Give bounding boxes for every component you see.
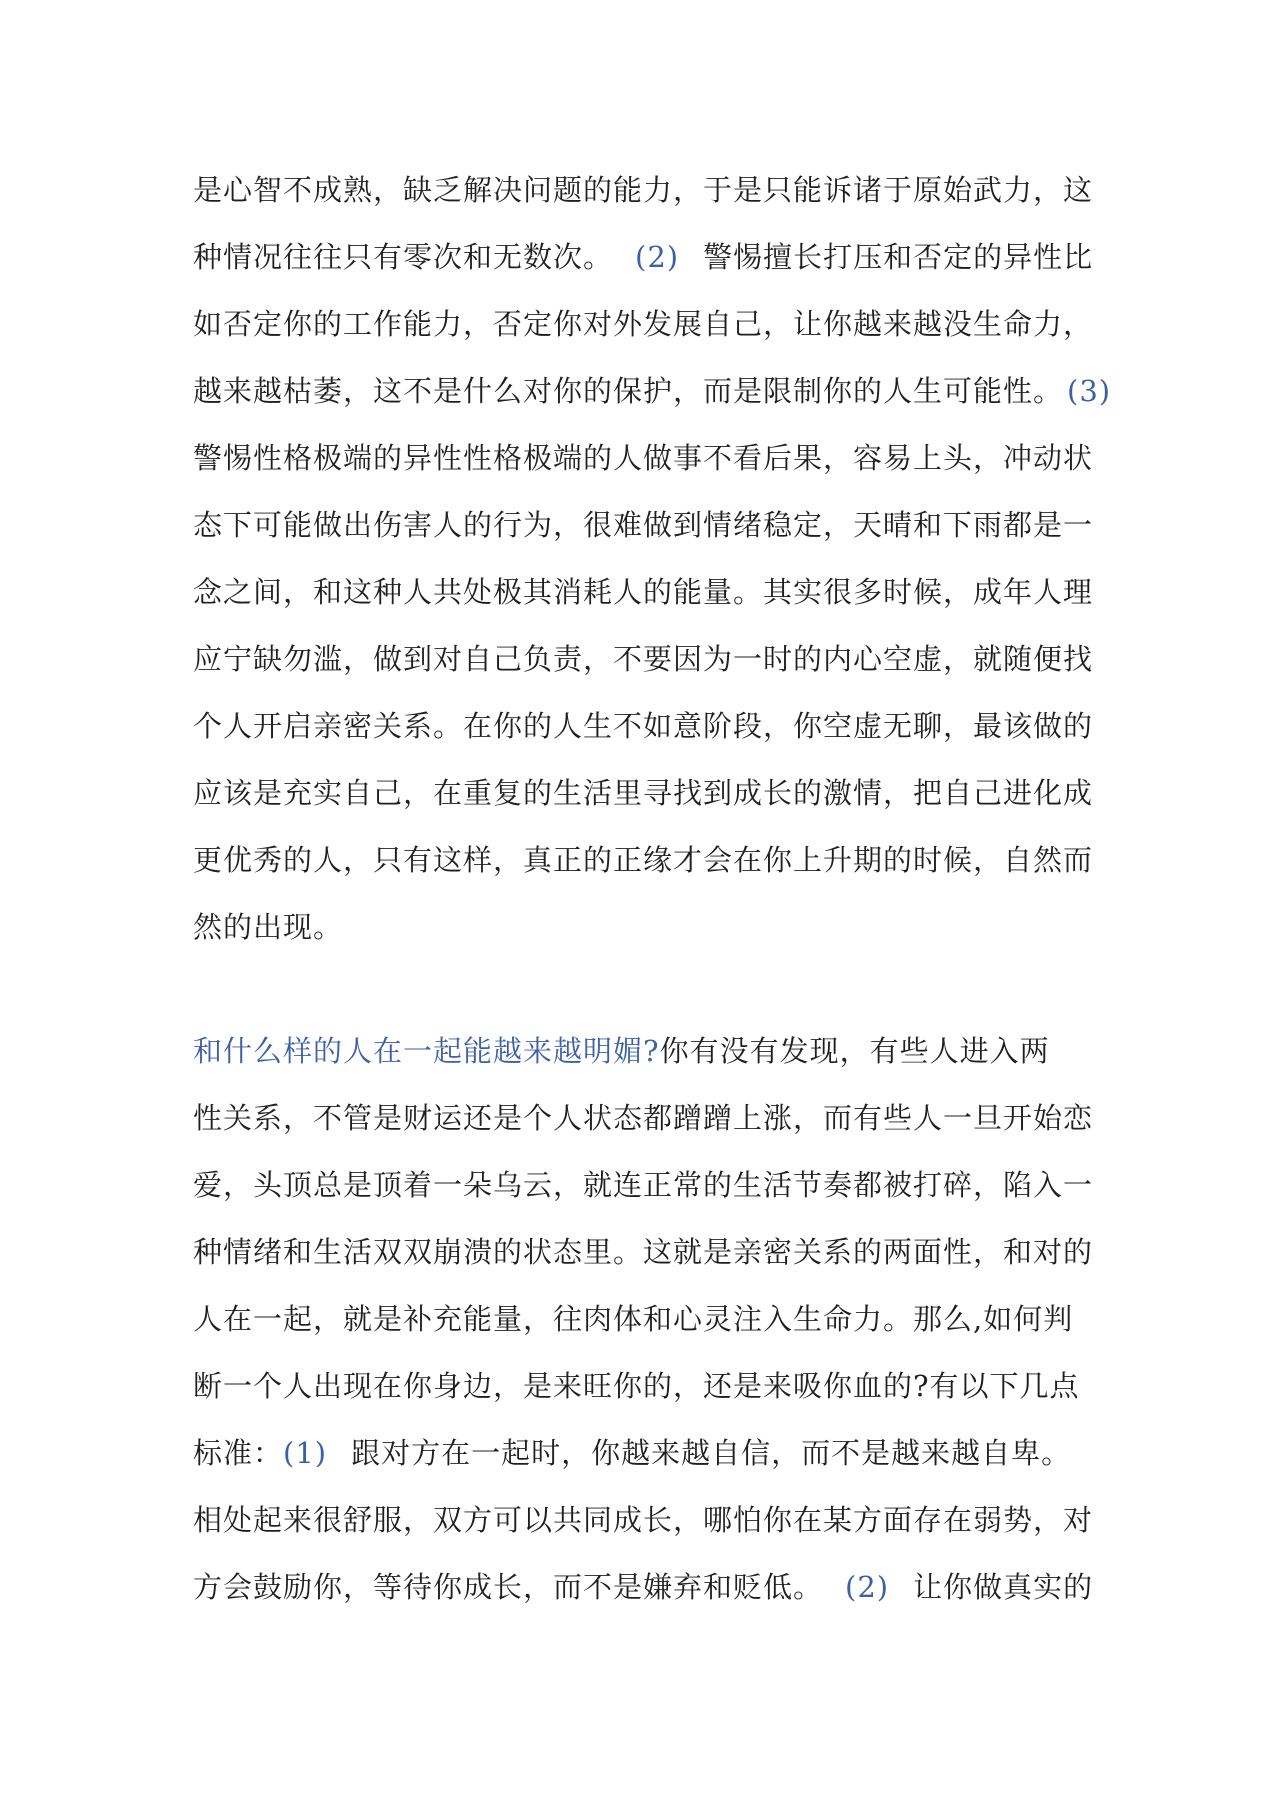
text-line xyxy=(193,224,1093,291)
text-span: 让你做真实的 xyxy=(913,1570,1094,1604)
list-marker: (2) xyxy=(635,240,680,274)
text-span: 如否定你的工作能力，否定你对外发展自己，让你越来越没生命力， xyxy=(193,307,1094,341)
text-span: 方会鼓励你，等待你成长，而不是嫌弃和贬低。 xyxy=(193,1570,824,1604)
text-line xyxy=(193,1554,1093,1621)
paragraph-1 xyxy=(193,157,1112,961)
text-line xyxy=(193,1487,1093,1554)
text-span: 你有没有发现，有些人进入两 xyxy=(659,1034,1050,1068)
text-span: 是心智不成熟，缺乏解决问题的能力，于是只能诉诸于原始武力，这 xyxy=(193,173,1094,207)
text-span: 警惕擅长打压和否定的异性比 xyxy=(703,240,1094,274)
text-span: 更优秀的人，只有这样，真正的正缘才会在你上升期的时候，自然而 xyxy=(193,843,1094,877)
text-line xyxy=(193,894,1093,961)
text-span: 越来越枯萎，这不是什么对你的保护，而是限制你的人生可能性。 xyxy=(193,374,1064,408)
text-line xyxy=(193,358,1112,425)
text-span: 爱，头顶总是顶着一朵乌云，就连正常的生活节奏都被打碎，陷入一 xyxy=(193,1168,1094,1202)
text-span: 性关系，不管是财运还是个人状态都蹭蹭上涨，而有些人一旦开始恋 xyxy=(193,1101,1094,1135)
text-line xyxy=(193,157,1093,224)
text-span: 相处起来很舒服，双方可以共同成长，哪怕你在某方面存在弱势，对 xyxy=(193,1503,1094,1537)
text-span: 跟对方在一起时，你越来越自信，而不是越来越自卑。 xyxy=(351,1436,1072,1470)
text-span: 断一个人出现在你身边，是来旺你的，还是来吸你血的?有以下几点 xyxy=(193,1369,1080,1403)
text-line xyxy=(193,827,1093,894)
text-span: 念之间，和这种人共处极其消耗人的能量。其实很多时候，成年人理 xyxy=(193,575,1094,609)
text-line xyxy=(193,626,1093,693)
list-marker: (3) xyxy=(1067,374,1112,408)
list-marker: (1) xyxy=(283,1436,328,1470)
text-line xyxy=(193,1286,1093,1353)
text-line xyxy=(193,1420,1093,1487)
text-span: 态下可能做出伤害人的行为，很难做到情绪稳定，天晴和下雨都是一 xyxy=(193,508,1094,542)
text-span: 然的出现。 xyxy=(193,910,344,944)
list-marker: (2) xyxy=(845,1570,890,1604)
text-span: 种情况往往只有零次和无数次。 xyxy=(193,240,614,274)
text-line xyxy=(193,291,1093,358)
text-line xyxy=(193,1018,1093,1085)
paragraph-2 xyxy=(193,1018,1093,1621)
text-line xyxy=(193,1353,1093,1420)
text-span: 警惕性格极端的异性性格极端的人做事不看后果，容易上头，冲动状 xyxy=(193,441,1094,475)
text-line xyxy=(193,760,1093,827)
text-span: 人在一起，就是补充能量，往肉体和心灵注入生命力。那么,如何判 xyxy=(193,1302,1074,1336)
text-line xyxy=(193,1085,1093,1152)
text-line xyxy=(193,492,1093,559)
text-line xyxy=(193,1152,1093,1219)
section-heading: 和什么样的人在一起能越来越明媚? xyxy=(193,1034,660,1068)
text-line xyxy=(193,559,1093,626)
text-span: 标准： xyxy=(193,1436,284,1470)
text-span: 种情绪和生活双双崩溃的状态里。这就是亲密关系的两面性，和对的 xyxy=(193,1235,1094,1269)
text-line xyxy=(193,1219,1093,1286)
text-line xyxy=(193,425,1093,492)
text-span: 应该是充实自己，在重复的生活里寻找到成长的激情，把自己进化成 xyxy=(193,776,1094,810)
text-span: 应宁缺勿滥，做到对自己负责，不要因为一时的内心空虚，就随便找 xyxy=(193,642,1094,676)
text-line xyxy=(193,693,1093,760)
text-span: 个人开启亲密关系。在你的人生不如意阶段，你空虚无聊，最该做的 xyxy=(193,709,1094,743)
